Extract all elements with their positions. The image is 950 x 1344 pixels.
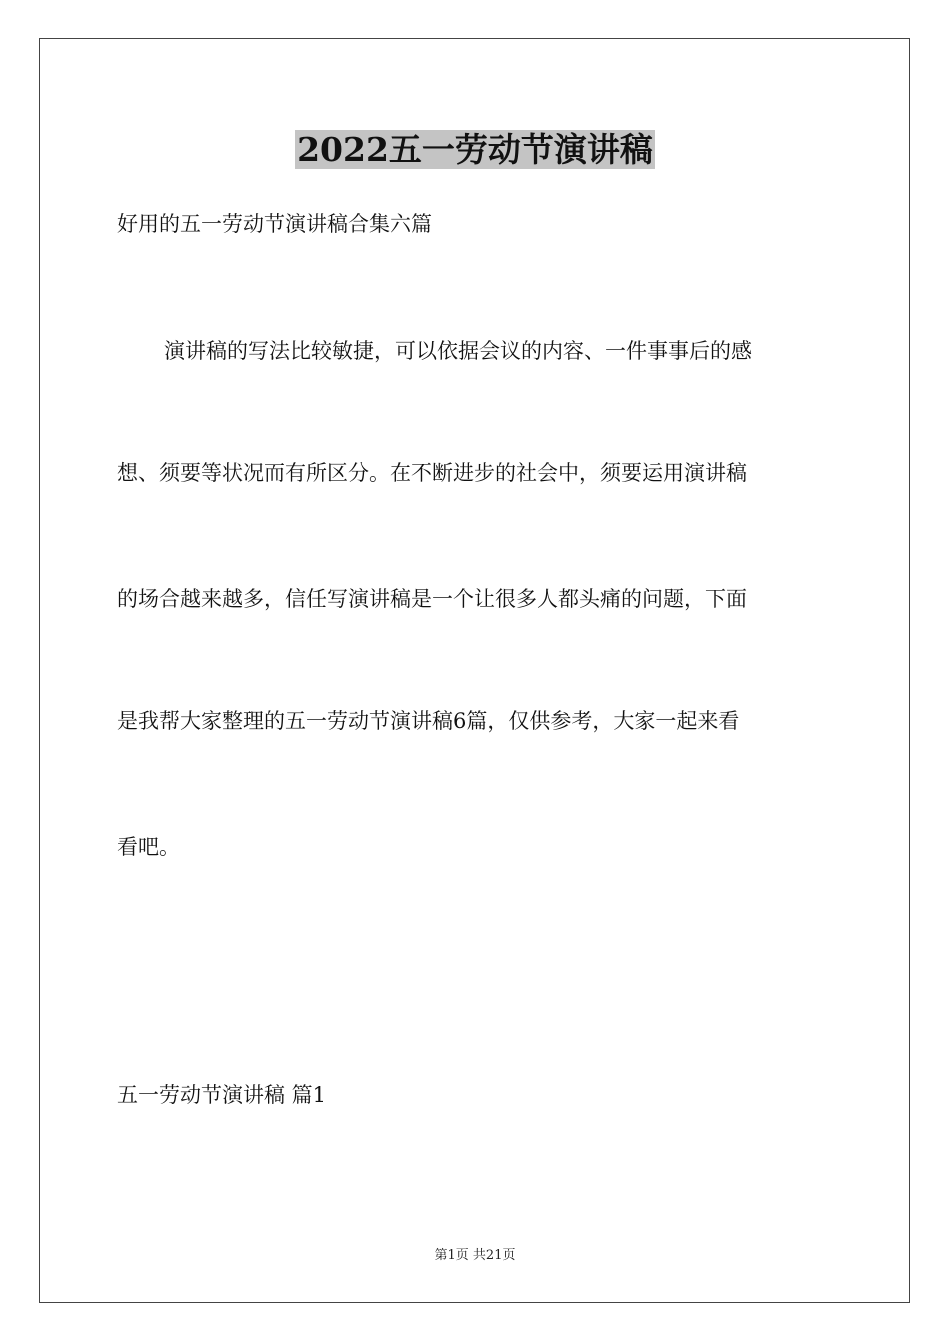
paragraph-line-1: 演讲稿的写法比较敏捷，可以依据会议的内容、一件事事后的感 [164,339,752,363]
document-title [0,128,950,172]
paragraph-line-3: 的场合越来越多，信任写演讲稿是一个让很多人都头痛的问题，下面 [117,587,747,611]
page-footer: 第1页 共21页 [434,1248,516,1263]
paragraph-line-4: 是我帮大家整理的五一劳动节演讲稿6篇，仅供参考，大家一起来看 [117,709,740,733]
section-heading: 五一劳动节演讲稿 篇1 [117,1083,327,1107]
paragraph-line-2: 想、须要等状况而有所区分。在不断进步的社会中，须要运用演讲稿 [117,461,747,485]
document-title-text: 2022五一劳动节演讲稿 [297,130,653,169]
document-subtitle: 好用的五一劳动节演讲稿合集六篇 [117,212,432,236]
paragraph-line-5: 看吧。 [117,835,180,859]
